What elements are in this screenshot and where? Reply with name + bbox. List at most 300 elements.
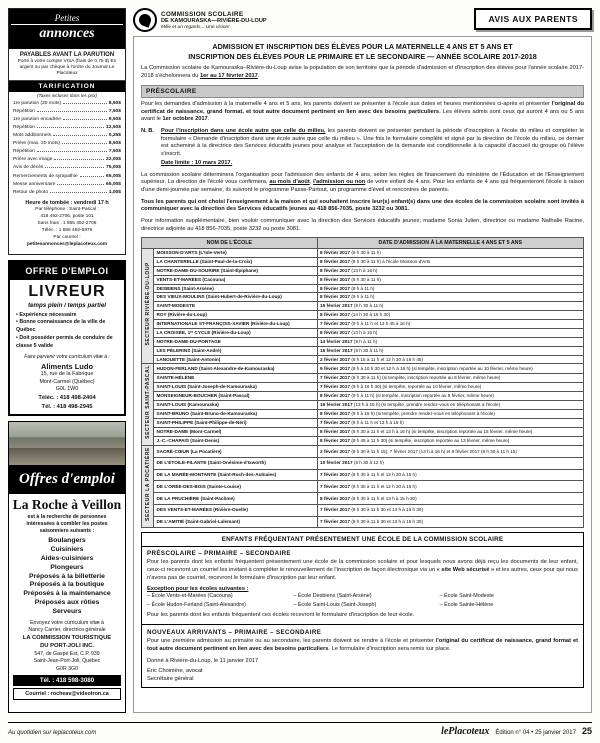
table-row bbox=[142, 400, 584, 409]
date-note: (9 h à 11 h) bbox=[351, 294, 375, 300]
school-name: NOTRE-DAME-DU-SOURIRE (Saint-Épiphane) bbox=[154, 266, 318, 275]
text-segment: Pour une première admission au primaire ou au secondaire, les parents doivent se rendre à l'école et présenter bbox=[147, 637, 436, 644]
signature-block bbox=[147, 668, 578, 684]
price-value: 22,00$ bbox=[106, 157, 121, 163]
nb-text bbox=[161, 128, 584, 158]
school-name: NOTRE-DAME-DU-PORTAGE bbox=[154, 337, 318, 346]
title-line1: ADMISSION ET INSCRIPTION DES ÉLÈVES POUR LA MATERNELLE 4 ANS ET 5 ANS ET bbox=[212, 42, 513, 51]
admission-date bbox=[317, 337, 583, 346]
date-main: 8 février 2017 bbox=[320, 294, 352, 300]
school-name: LA CHANTERELLE (Saint-Paul-de-la-Croix) bbox=[154, 257, 318, 266]
date-note: (8 h 30 à 11 h) bbox=[351, 250, 381, 256]
dotted-leader bbox=[54, 159, 104, 160]
job-phone: Tél. : 418 498-2945 bbox=[41, 403, 93, 410]
date-note: (8 h 30 à 11 h) (si tempête, inscription reportée au 8 février, même heure) bbox=[351, 374, 501, 380]
restaurant-name: La Roche à Veillon bbox=[12, 497, 122, 513]
admission-date bbox=[317, 355, 583, 364]
sec2-header: NOUVEAUX ARRIVANTS – PRIMAIRE – SECONDAIRE bbox=[147, 628, 322, 636]
school-name: SAINT-LOUIS (Kamouraska) bbox=[154, 400, 318, 409]
table-row bbox=[142, 311, 584, 320]
date-note: (9 h à 11 h) (si tempête, inscription reportée au 9 février, même heure) bbox=[351, 392, 494, 398]
date-note: (8 h 30 à 11 h et 13 h à 15 h 30) bbox=[351, 495, 417, 501]
date-note: (8 h 30 à 11 h) bbox=[353, 347, 384, 353]
commission-scolaire-logo-icon bbox=[133, 8, 157, 32]
nb-deadline: Date limite : 10 mars 2017. bbox=[161, 160, 233, 167]
admission-table-head bbox=[142, 238, 584, 249]
price-label: 1re parution encadrée bbox=[13, 116, 61, 122]
org-line1: LA COMMISSION TOURISTIQUE bbox=[22, 635, 112, 642]
sector-label bbox=[142, 364, 154, 446]
table-row bbox=[142, 373, 584, 382]
table-row bbox=[142, 418, 584, 427]
newspaper-brand: lePlacoteux bbox=[441, 726, 490, 737]
text-segment: « site Web sécurisé » bbox=[436, 567, 495, 574]
sec2-paragraph bbox=[147, 638, 578, 654]
date-note: (8 h 30 à 11 h 30 et 13 h à 15 h 30) bbox=[351, 518, 423, 524]
date-note: (8 h 30 à 11 h et 12 h 30 à 15 h) bbox=[351, 483, 417, 489]
school-name: SACRÉ-CŒUR (La Pocatière) bbox=[154, 446, 318, 458]
livreur-job-ad bbox=[8, 260, 126, 417]
position-item: Plongeurs bbox=[50, 563, 84, 571]
dotted-leader bbox=[57, 184, 104, 185]
admission-date bbox=[317, 302, 583, 311]
date-note: (8 h 15 à 11 h et 12 h 30 à 16 h 45) bbox=[351, 356, 423, 362]
admission-date bbox=[317, 457, 583, 469]
text-segment: Pour l'inscription dans une école autre que celle du milieu, bbox=[161, 127, 326, 134]
dotted-leader bbox=[37, 151, 107, 152]
address-line: Saint-Jean-Port-Joli, Québec bbox=[33, 658, 101, 665]
job-fax: Téléc. : 418 498-2404 bbox=[38, 394, 96, 401]
price-value: 65,00$ bbox=[106, 181, 121, 187]
date-main: 15 février 2017 bbox=[320, 347, 354, 353]
price-value: 7,50$ bbox=[108, 108, 121, 114]
date-main: 7 février 2017 bbox=[320, 374, 352, 380]
position-item: Boulangers bbox=[48, 537, 86, 545]
price-label: Messe anniversaire bbox=[13, 181, 56, 187]
col-date-header: DATE D'ADMISSION À LA MATERNELLE 4 ANS ET 5 ANS bbox=[317, 238, 583, 249]
date-note: (8 h 45 à 11 h 30) (si tempête, inscription reportée au 13 février, même heure) bbox=[351, 438, 510, 444]
price-row bbox=[13, 124, 121, 132]
roche-a-veillon-ad bbox=[8, 421, 126, 713]
paragraph-admission bbox=[141, 101, 584, 125]
admission-date bbox=[317, 504, 583, 516]
date-main: 2 février 2017 bbox=[320, 448, 352, 454]
footer-tagline: Au quotidien sur leplacoteux.com bbox=[8, 730, 97, 736]
job-phones bbox=[10, 394, 124, 414]
school-name: SAINT-BRUNO (Saint-Bruno-de-Kamouraska) bbox=[154, 409, 318, 418]
date-main: 2 février 2017 bbox=[320, 356, 352, 362]
admission-table bbox=[141, 237, 584, 528]
table-row bbox=[142, 469, 584, 481]
table-row bbox=[142, 493, 584, 505]
price-row bbox=[13, 189, 121, 197]
roche-intro: est à la recherche de personnes intéressées à combler les postes saisonniers suivants : bbox=[26, 514, 108, 535]
dotted-leader bbox=[37, 127, 104, 128]
offres-emploi-script-banner: Offres d'emploi bbox=[9, 466, 125, 494]
signature-title: Secrétaire général bbox=[147, 675, 194, 682]
date-main: 7 février 2017 bbox=[320, 383, 352, 389]
position-item: Serveurs bbox=[52, 607, 82, 615]
school-name: DE L'AMITIÉ (Saint-Gabriel-Lalemant) bbox=[154, 516, 318, 528]
dotted-leader bbox=[53, 135, 107, 136]
roche-phone: Tél. : 418 598-3080 bbox=[13, 675, 121, 686]
date-note: (8 h 30 à 11 h 30 et 13 h à 15 h 30) bbox=[351, 507, 423, 513]
price-label: Répétition bbox=[13, 149, 36, 155]
roche-send-lines bbox=[9, 620, 125, 635]
school-name: MOISSON-D'ARTS (L'Isle-Verte) bbox=[154, 249, 318, 258]
admission-date bbox=[317, 391, 583, 400]
date-main: 8 février 2017 bbox=[320, 429, 352, 435]
logo-tagline: Mille et un regards... Une vision! bbox=[161, 24, 230, 30]
nb-body bbox=[161, 128, 584, 168]
title-annonces: annonces bbox=[11, 24, 123, 42]
table-row bbox=[142, 409, 584, 418]
position-item: Préposés à la boutique bbox=[29, 581, 105, 589]
logo-text bbox=[161, 11, 267, 30]
restaurant-photo bbox=[9, 422, 125, 466]
table-row bbox=[142, 355, 584, 364]
address-line: Mont-Carmel (Québec) bbox=[39, 378, 95, 385]
price-row bbox=[13, 181, 121, 189]
address-line: G0R 3G0 bbox=[56, 665, 78, 672]
admission-date bbox=[317, 328, 583, 337]
school-name: DE LA PRUCHIÈRE (Saint-Pacôme) bbox=[154, 493, 318, 505]
payables-header: PAYABLES AVANT LA PARUTION bbox=[19, 52, 115, 58]
admission-date bbox=[317, 481, 583, 493]
table-row bbox=[142, 337, 584, 346]
price-label: Prière (max. 20 mots) bbox=[13, 141, 61, 147]
sector-label-text: SECTEUR LA POCATIÈRE bbox=[144, 447, 151, 522]
admission-date bbox=[317, 516, 583, 528]
roche-positions bbox=[9, 537, 125, 616]
job-cv-line: Faire parvenir votre curriculum vitæ à : bbox=[24, 354, 110, 361]
table-row bbox=[142, 481, 584, 493]
date-note: (8 h 30 à 11 h) à l'école Moisson-d'Arts bbox=[351, 258, 431, 264]
school-name: DESBIENS (Saint-Arsène) bbox=[154, 284, 318, 293]
date-main: 15 février 2017 bbox=[320, 303, 354, 309]
date-main: 8 février 2017 bbox=[320, 438, 352, 444]
text-segment: l'original du certificat de naissance, grand format, et tout autre document pertinent en lien avec des besoins particuliers bbox=[141, 100, 584, 115]
date-note: (9 h à 16 h 30) (si tempête, reportée au 10 février, même heure) bbox=[351, 383, 482, 389]
text-segment: . Le formulaire d'inscription sera remis sur place. bbox=[328, 645, 451, 652]
nouveaux-arrivants-section bbox=[142, 624, 583, 654]
deadline-line: Heure de tombée : vendredi 17 h bbox=[25, 199, 109, 206]
exception-school: – École Hudon-Ferland (Saint-Alexandre) bbox=[147, 601, 246, 608]
admission-date bbox=[317, 266, 583, 275]
table-row bbox=[142, 516, 584, 528]
job-bullets bbox=[10, 312, 124, 352]
offre-emploi-header: OFFRE D'EMPLOI bbox=[10, 262, 124, 280]
date-main: 7 février 2017 bbox=[320, 518, 352, 524]
notice-title bbox=[141, 42, 584, 61]
exception-school: – École Saint-Louis (Saint-Joseph) bbox=[293, 601, 377, 608]
admission-date bbox=[317, 373, 583, 382]
price-row bbox=[13, 164, 121, 172]
price-label: Répétition bbox=[13, 108, 36, 114]
table-row bbox=[142, 293, 584, 302]
school-name: VENTS-ET-MARÉES (Cacouna) bbox=[154, 275, 318, 284]
date-note: (8 h à 10 h 30 et 12 h à 16 h) (si tempête, inscription reportée au 10 février, même heure) bbox=[351, 365, 533, 371]
price-row bbox=[13, 132, 121, 140]
text-segment: La commission scolaire déterminera l'organisation pour l'admission des enfants de 4 ans, selon les règles de financement du ministère de l'Éducation et de l'Enseignement supérieur. La direction de l'école vous confirmera, bbox=[141, 171, 584, 186]
date-main: 9 février 2017 bbox=[320, 365, 352, 371]
school-name: DE LA MARÉE-MONTANTE (Saint-Roch-des-Aulnaies) bbox=[154, 469, 318, 481]
paragraph-information: Pour information supplémentaire, bien vouloir communiquer avec la direction des Services éducatifs jeunes; madame Sonia Julien, directrice ou madame Nathalie Racine, directrice adjointe au 418 856-7035, poste 3232 ou poste 3081. bbox=[141, 217, 584, 232]
table-row bbox=[142, 346, 584, 355]
price-value: 8,50$ bbox=[108, 141, 121, 147]
date-note: (8 h 30 à 11 h 15), 7 février 2017 (13 h à 16 h) et 8 février 2017 (8 h 30 à 11 h 15) bbox=[351, 448, 517, 454]
date-main: 8 février 2017 bbox=[320, 329, 352, 335]
date-note: (13 h à 16 h) bbox=[351, 267, 378, 273]
org-line2: DU PORT-JOLI INC. bbox=[40, 643, 94, 650]
dotted-leader bbox=[37, 111, 107, 112]
position-item: Préposés à la maintenance bbox=[23, 590, 111, 598]
position-item: Préposés à la billetterie bbox=[29, 572, 105, 580]
payables-text: Porté à votre compte VISA (frais de 0,75 $) En argent ou par chèque à l'ordre du Journal Le Placoteux bbox=[17, 59, 117, 77]
send-line1: Envoyez votre curriculum vitæ à bbox=[30, 619, 104, 626]
date-main: 7 février 2017 bbox=[320, 472, 352, 478]
date-note: (9 h à 16 h) (si tempête, prendre rendez-vous en téléphonant à l'école) bbox=[351, 411, 495, 416]
text-segment: au mois d'août bbox=[269, 179, 310, 186]
school-name: DES VIEUX-MOULINS (Saint-Hubert-de-Rivière-du-Loup) bbox=[154, 293, 318, 302]
school-name: DE L'ORÉE-DES-BOIS (Sainte-Louise) bbox=[154, 481, 318, 493]
admission-date bbox=[317, 418, 583, 427]
date-main: 8 février 2017 bbox=[320, 495, 352, 501]
logo-line1: COMMISSION SCOLAIRE bbox=[161, 10, 244, 18]
date-note: (9 h à 11 h) bbox=[353, 338, 378, 344]
date-main: 7 février 2017 bbox=[320, 507, 352, 513]
price-value: 9,50$ bbox=[108, 116, 121, 122]
date-note: (13 h à 16 h) bbox=[351, 329, 378, 335]
left-column bbox=[8, 8, 126, 713]
school-name: DE L'ÉTOILE-FILANTE (Saint-Onésime-d'Ixworth) bbox=[154, 457, 318, 469]
admission-date bbox=[317, 428, 583, 437]
admission-date bbox=[317, 284, 583, 293]
date-main: 8 février 2017 bbox=[320, 411, 352, 416]
contact-line: Téléc. : 1 855 492-5976 bbox=[41, 227, 93, 233]
dotted-leader bbox=[80, 176, 104, 177]
date-note: (8 h 30 à 11 h et 12 h 30 à 15 h) bbox=[351, 472, 417, 478]
exception-label: Exception pour les écoles suivantes : bbox=[147, 586, 249, 593]
contact-line: Sans frais : 1 855 492-2706 bbox=[37, 220, 97, 226]
date-main: 7 février 2017 bbox=[320, 483, 352, 489]
table-row bbox=[142, 284, 584, 293]
school-name: LA CROISÉE, 1ᵉʳ CYCLE (Rivière-du-Loup) bbox=[154, 328, 318, 337]
table-row bbox=[142, 428, 584, 437]
petites-annonces-title bbox=[9, 9, 125, 49]
table-row bbox=[142, 328, 584, 337]
exception-school: – École Sainte-Hélène bbox=[439, 601, 494, 608]
notice-main bbox=[133, 8, 592, 713]
job-bullet: • Doit posséder permis de conduire de classe 5 valide bbox=[16, 335, 118, 351]
price-row bbox=[13, 148, 121, 156]
sec1-paragraph bbox=[147, 559, 578, 583]
price-value: 8,50$ bbox=[108, 100, 121, 106]
price-value: 7,50$ bbox=[108, 149, 121, 155]
admission-date bbox=[317, 382, 583, 391]
table-row bbox=[142, 249, 584, 258]
notice-date-line: Donné à Rivière-du-Loup, le 11 janvier 2017 bbox=[147, 657, 259, 664]
signature-name: Éric Choinière, avocat bbox=[147, 667, 203, 674]
price-value: 75,00$ bbox=[106, 165, 121, 171]
school-name: SAINT-LOUIS (Saint-Joseph-de-Kamouraska) bbox=[154, 382, 318, 391]
table-row bbox=[142, 391, 584, 400]
text-segment: les parents doivent se présenter pendant la période d'inscription à l'école du milieu et compléter le formulaire « Demande d'inscription dans une école autre que celle du milieu ». Une fois le formulaire complété et signé par la direction de l'école du milieu, ce dernier est acheminé à la directrice des Services éducatifs jeunes pour analyse et l'acceptation de la demande est conditionnelle à la capacité d'accueil du groupe où l'élève s'inscrit. bbox=[161, 127, 584, 158]
text-segment: l'admission ou non bbox=[313, 179, 366, 186]
nb-label: N. B. bbox=[141, 127, 154, 134]
admission-date bbox=[317, 257, 583, 266]
dotted-leader bbox=[63, 103, 107, 104]
price-label: Prière avec image bbox=[13, 157, 53, 163]
table-row bbox=[142, 457, 584, 469]
admission-table-body bbox=[142, 249, 584, 528]
date-main: 7 février 2017 bbox=[320, 321, 352, 327]
roche-address bbox=[9, 651, 125, 673]
intro-paragraph bbox=[141, 65, 584, 81]
date-main: 8 février 2017 bbox=[320, 392, 352, 398]
dotted-leader bbox=[63, 119, 107, 120]
page-number: 25 bbox=[581, 726, 592, 736]
job-bullet: • Expérience nécessaire bbox=[16, 312, 118, 320]
nb-note bbox=[141, 128, 584, 168]
school-name: NOTRE-DAME (Mont-Carmel) bbox=[154, 428, 318, 437]
classifieds-contact bbox=[9, 206, 125, 251]
admission-date bbox=[317, 364, 583, 373]
address-line: 15, rue de la Fabrique bbox=[40, 371, 94, 378]
school-name: SAINTE-HÉLÈNE bbox=[154, 373, 318, 382]
date-main: 7 février 2017 bbox=[320, 420, 352, 426]
roche-organisation bbox=[9, 635, 125, 651]
commission-logo-block bbox=[133, 8, 267, 32]
exception-school: – École Desbiens (Saint-Arsène) bbox=[293, 593, 372, 600]
date-note: (14 h 30 à 16 h 30) bbox=[351, 312, 391, 318]
table-row bbox=[142, 275, 584, 284]
date-note: (9 h à 11 h et 13 h à 16 h) bbox=[351, 420, 404, 426]
admission-date bbox=[317, 346, 583, 355]
date-note: (9 h à 11 h et 13 h 45 à 16 h) bbox=[351, 321, 411, 327]
admission-date bbox=[317, 249, 583, 258]
price-row bbox=[13, 100, 121, 108]
school-name: HUDON-FERLAND (Saint-Alexandre-de-Kamouraska) bbox=[154, 364, 318, 373]
position-item: Aides-cuisiniers bbox=[40, 555, 94, 562]
dotted-leader bbox=[45, 167, 104, 168]
price-value: 12,50$ bbox=[106, 124, 121, 130]
text-segment: Pour les demandes d'admission à la maternelle 4 ans et 5 ans, les parents doivent se présenter à l'école aux dates et heures mentionnées ci-après et présenter bbox=[141, 100, 552, 107]
sec1-header: PRÉSCOLAIRE – PRIMAIRE – SECONDAIRE bbox=[147, 550, 291, 558]
sector-label bbox=[142, 446, 154, 528]
text-segment: de votre enfant de 4 ans. Pour les enfants de 4 ans qui fréquenteront l'école à raison d'une demi-journée par semaine, ils suivront le programme Passe-Partout, un programme d'éveil et rencontres de parents. bbox=[141, 179, 585, 194]
date-main: 8 février 2017 bbox=[320, 267, 352, 273]
admission-date bbox=[317, 437, 583, 446]
text-segment: . bbox=[207, 116, 210, 123]
prescolaire-section-header: PRÉSCOLAIRE bbox=[141, 85, 584, 98]
dotted-leader bbox=[62, 143, 107, 144]
school-name: LANOUETTE (Saint-Antonin) bbox=[154, 355, 318, 364]
school-name: LES PÈLERINS (Saint-André) bbox=[154, 346, 318, 355]
job-subtitle: temps plein / temps partiel bbox=[27, 301, 107, 309]
petites-annonces-block bbox=[8, 8, 126, 255]
date-note: (8 h 30 à 12 h) bbox=[353, 460, 384, 466]
date-note: (13 h à 16 h) (si tempête, prendre rendez-vous en téléphonant à l'école) bbox=[353, 401, 501, 407]
page-footer bbox=[8, 722, 592, 737]
notice-body bbox=[133, 36, 592, 713]
logo-line2: DE KAMOURASKA—RIVIÈRE-DU-LOUP bbox=[161, 17, 267, 24]
text-segment: . Les élèves admis sont ceux qui auront 4 ans ou 5 ans avant le bbox=[141, 108, 584, 123]
address-line: 547, de Gaspé Est, C.P. 939 bbox=[34, 650, 100, 657]
date-main: 10 février 2017 bbox=[320, 460, 354, 466]
contact-line: Par courriel : bbox=[53, 234, 81, 240]
date-main: 14 février 2017 bbox=[320, 338, 354, 344]
school-name: MONSEIGNEUR-BOUCHER (Saint-Pascal) bbox=[154, 391, 318, 400]
dotted-leader bbox=[50, 192, 107, 193]
table-row bbox=[142, 302, 584, 311]
text-segment: , bbox=[309, 179, 314, 186]
price-value: 0,25$ bbox=[108, 133, 121, 139]
price-list bbox=[9, 100, 125, 197]
enfants-frequentant-section bbox=[141, 532, 584, 688]
sector-label-text: SECTEUR RIVIÈRE-DU-LOUP bbox=[144, 261, 151, 346]
edition-info: Édition n° 04 • 25 janvier 2017 bbox=[495, 730, 576, 736]
job-title: LIVREUR bbox=[28, 282, 106, 300]
avis-aux-parents-badge: AVIS AUX PARENTS bbox=[474, 8, 592, 30]
school-name: DES VENTS-ET-MARÉES (Rivière-Ouelle) bbox=[154, 504, 318, 516]
exception-schools bbox=[147, 593, 578, 609]
school-name: SAINT-MODESTE bbox=[154, 302, 318, 311]
text-segment: 1er au 17 février 2017 bbox=[199, 73, 258, 80]
price-value: 1,00$ bbox=[108, 189, 121, 195]
tarification-header: TARIFICATION bbox=[9, 81, 125, 92]
price-row bbox=[13, 173, 121, 181]
date-main: 8 février 2017 bbox=[320, 250, 352, 256]
admission-date bbox=[317, 311, 583, 320]
table-row bbox=[142, 437, 584, 446]
position-item: Préposés aux rôties bbox=[34, 599, 100, 607]
table-row bbox=[142, 320, 584, 329]
job-bullet: • Bonne connaissance de la ville de Québec bbox=[16, 319, 118, 335]
title-line2: INSCRIPTION DES ÉLÈVES POUR LE PRIMAIRE ET LE SECONDAIRE — ANNÉE SCOLAIRE 2017-2018 bbox=[188, 51, 537, 61]
admission-date bbox=[317, 409, 583, 418]
table-row bbox=[142, 257, 584, 266]
date-main: 8 février 2017 bbox=[320, 258, 352, 264]
school-name: INTERNATIONALE ST-FRANÇOIS-XAVIER (Rivière-du-Loup) bbox=[154, 320, 318, 329]
text-segment: et les autres, ceux pour qui nous n'avons pas de courriel, recevront le formulaire d'inscription par leur enfant. bbox=[147, 567, 578, 581]
notice-header bbox=[133, 8, 592, 32]
school-name: J.-C.-CHAPAIS (Saint-Denis) bbox=[154, 437, 318, 446]
exception-school: – École Vents-et-Marées (Cacouna) bbox=[147, 593, 233, 600]
price-row bbox=[13, 108, 121, 116]
price-row bbox=[13, 140, 121, 148]
payables-section bbox=[9, 49, 125, 81]
footer-right bbox=[441, 726, 592, 737]
date-main: 8 février 2017 bbox=[320, 285, 352, 291]
price-label: Remerciements de sympathie bbox=[13, 173, 78, 179]
table-row bbox=[142, 364, 584, 373]
date-note: (8 h à 11 h) bbox=[351, 285, 375, 291]
price-label: Avis de décès bbox=[13, 165, 44, 171]
text-segment: Pour les parents dont les enfants fréquentent présentement une école de la commission scolaire et pour lesquels nous avons déjà reçu les documents de leur enfant, ceux-ci recevront un courriel les invitant à compléter le renouvellement de l'inscription de façon électronique via un bbox=[147, 559, 578, 574]
table-row bbox=[142, 446, 584, 458]
paragraph-organisation bbox=[141, 172, 584, 196]
admission-date bbox=[317, 493, 583, 505]
tarification-note: (Taxes incluses dans les prix) bbox=[36, 93, 98, 99]
price-label: Mots additionnels bbox=[13, 133, 52, 139]
logo-swirl-icon bbox=[137, 12, 152, 27]
job-address bbox=[10, 371, 124, 394]
price-label: 1re parution (20 mots) bbox=[13, 100, 62, 106]
admission-date bbox=[317, 446, 583, 458]
contact-line: petitesannonces@leplacoteux.com bbox=[26, 241, 108, 247]
table-header-row bbox=[142, 238, 584, 249]
